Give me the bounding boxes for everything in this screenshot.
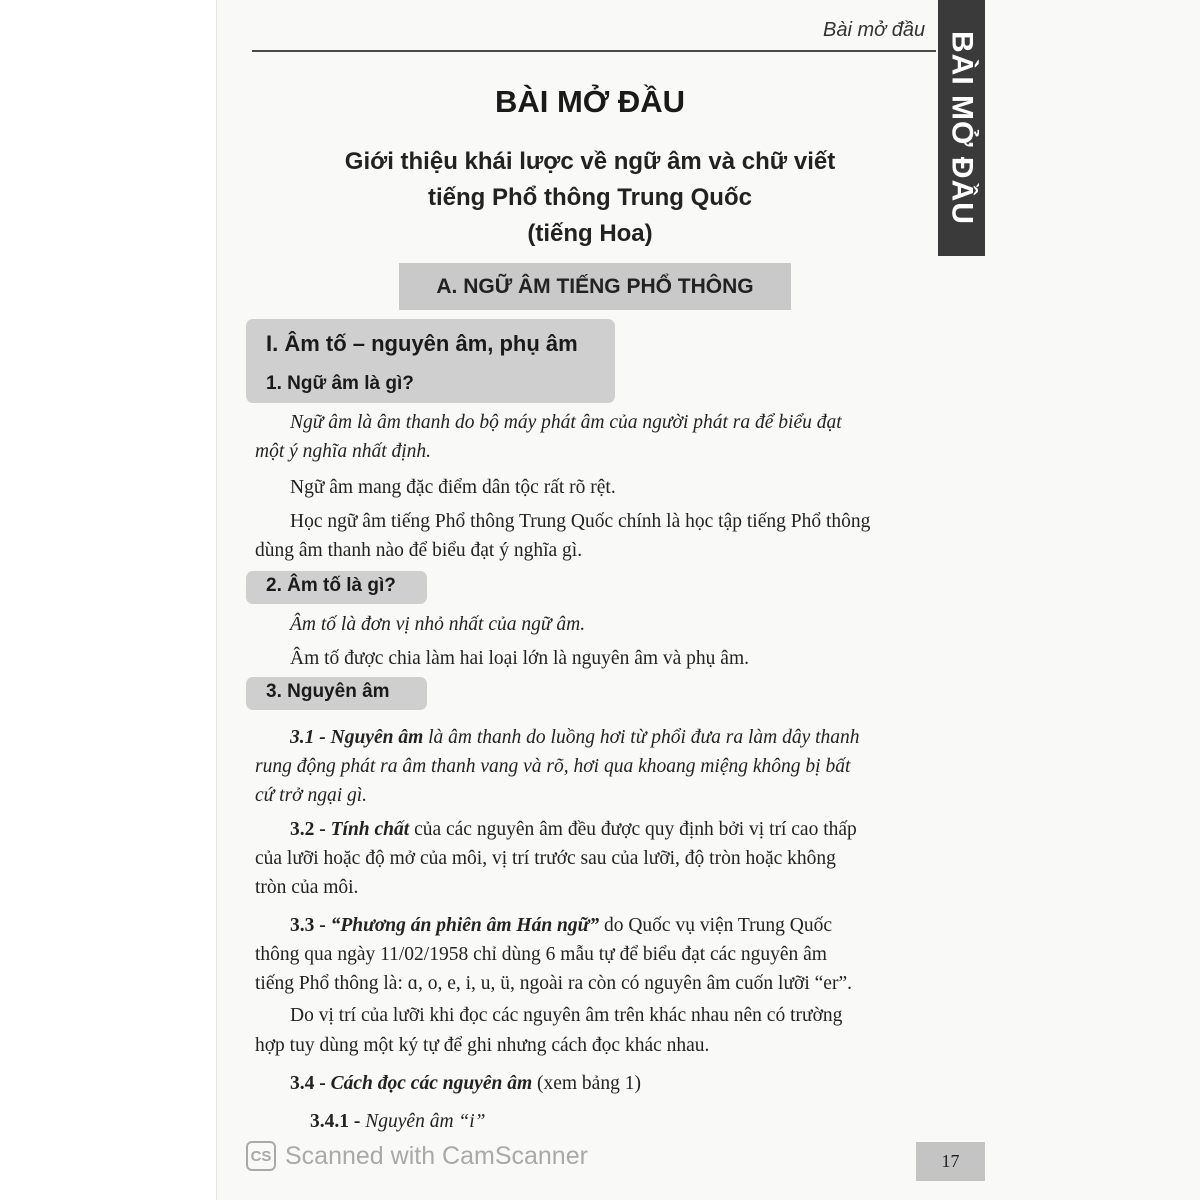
q3-heading: 3. Nguyên âm bbox=[266, 681, 390, 702]
p34-rest: (xem bảng 1) bbox=[532, 1073, 641, 1094]
p33-number: 3.3 - bbox=[290, 915, 331, 936]
p33-term: “Phương án phiên âm Hán ngữ” bbox=[330, 915, 600, 936]
p32-line-1 bbox=[290, 819, 857, 841]
camscanner-text: Scanned with CamScanner bbox=[285, 1141, 588, 1170]
p341-term: Nguyên âm “i” bbox=[365, 1111, 486, 1132]
side-tab-label: BÀI MỞ ĐẦU bbox=[945, 31, 979, 225]
note-line-1: Do vị trí của lưỡi khi đọc các nguyên âm trên khác nhau nên có trường bbox=[290, 1005, 843, 1026]
p31-line-1 bbox=[290, 727, 860, 749]
p33-line-1-text: do Quốc vụ viện Trung Quốc bbox=[599, 915, 832, 936]
q1-definition-line-1: Ngữ âm là âm thanh do bộ máy phát âm của người phát ra để biểu đạt bbox=[290, 412, 842, 433]
p32-number: 3.2 - bbox=[290, 819, 331, 840]
page-title: BÀI MỞ ĐẦU bbox=[494, 84, 686, 119]
p31-line-1-text: là âm thanh do luồng hơi từ phổi đưa ra làm dây thanh bbox=[423, 727, 860, 748]
subtitle-line-3: (tiếng Hoa) bbox=[527, 220, 653, 247]
q1-paragraph-2-line-2: dùng âm thanh nào để biểu đạt ý nghĩa gì. bbox=[255, 540, 583, 561]
p341-number: 3.4.1 - bbox=[310, 1111, 366, 1132]
camscanner-watermark bbox=[246, 1141, 588, 1171]
section-a-heading: A. NGỮ ÂM TIẾNG PHỔ THÔNG bbox=[399, 263, 791, 310]
p34-line bbox=[290, 1073, 641, 1095]
q1-paragraph-2-line-1: Học ngữ âm tiếng Phổ thông Trung Quốc chính là học tập tiếng Phổ thông bbox=[290, 511, 871, 532]
p32-term: Tính chất bbox=[330, 819, 410, 840]
q2-definition: Âm tố là đơn vị nhỏ nhất của ngữ âm. bbox=[290, 614, 586, 635]
q2-heading: 2. Âm tố là gì? bbox=[266, 575, 396, 596]
p31-line-3: cứ trở ngại gì. bbox=[255, 785, 368, 806]
q1-definition-line-2: một ý nghĩa nhất định. bbox=[255, 441, 432, 462]
note-line-2: hợp tuy dùng một ký tự để ghi nhưng cách đọc khác nhau. bbox=[255, 1035, 710, 1056]
p34-term: Cách đọc các nguyên âm bbox=[330, 1073, 533, 1094]
side-tab bbox=[938, 0, 985, 256]
header-rule bbox=[252, 50, 936, 52]
q1-paragraph-1: Ngữ âm mang đặc điểm dân tộc rất rõ rệt. bbox=[290, 477, 616, 498]
page-number: 17 bbox=[916, 1142, 985, 1181]
subtitle-line-1: Giới thiệu khái lược về ngữ âm và chữ viết bbox=[344, 148, 836, 175]
p341-line bbox=[310, 1111, 486, 1133]
p32-line-3: tròn của môi. bbox=[255, 877, 359, 898]
p31-number: 3.1 - bbox=[290, 727, 331, 748]
p33-line-1 bbox=[290, 915, 832, 937]
p31-line-2: rung động phát ra âm thanh vang và rõ, hơi qua khoang miệng không bị bất bbox=[255, 756, 851, 777]
section-1-heading: I. Âm tố – nguyên âm, phụ âm bbox=[266, 331, 578, 356]
running-head: Bài mở đầu bbox=[823, 19, 926, 41]
p33-line-2: thông qua ngày 11/02/1958 chỉ dùng 6 mẫu tự để biểu đạt các nguyên âm bbox=[255, 944, 827, 965]
q2-paragraph-1: Âm tố được chia làm hai loại lớn là nguyên âm và phụ âm. bbox=[290, 648, 749, 669]
p32-line-1-text: của các nguyên âm đều được quy định bởi vị trí cao thấp bbox=[409, 819, 857, 840]
subtitle-line-2: tiếng Phổ thông Trung Quốc bbox=[428, 184, 752, 211]
p33-line-3: tiếng Phổ thông là: ɑ, o, e, i, u, ü, ngoài ra còn có nguyên âm cuốn lưỡi “er”. bbox=[255, 973, 852, 994]
q1-heading: 1. Ngữ âm là gì? bbox=[266, 373, 414, 394]
p31-term: Nguyên âm bbox=[330, 727, 424, 748]
camscanner-icon: CS bbox=[246, 1141, 276, 1171]
p32-line-2: của lưỡi hoặc độ mở của môi, vị trí trước sau của lưỡi, độ tròn hoặc không bbox=[255, 848, 836, 869]
p34-number: 3.4 - bbox=[290, 1073, 331, 1094]
